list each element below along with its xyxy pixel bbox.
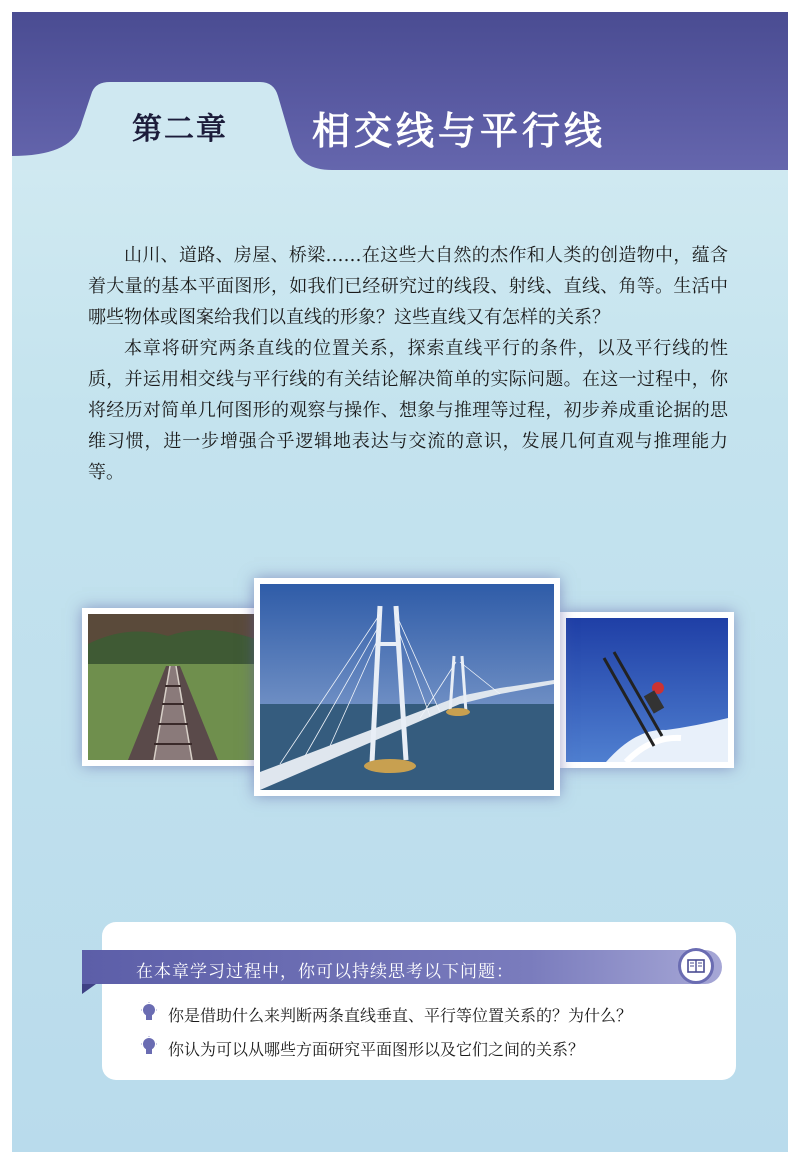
lightbulb-icon [140, 1002, 158, 1024]
book-icon [678, 948, 714, 984]
chapter-title: 相交线与平行线 [312, 108, 607, 153]
lightbulb-icon [140, 1036, 158, 1058]
intro-paragraph: 山川、道路、房屋、桥梁……在这些大自然的杰作和人类的创造物中，蕴含着大量的基本平面图形，如我们已经研究过的线段、射线、直线、角等。生活中哪些物体或图案给我们以直线的形象？这些直线又有怎样的关系？ [88, 245, 728, 328]
intro-text [88, 240, 728, 488]
questions-bar-fold [82, 984, 96, 994]
railway-photo [82, 608, 264, 766]
bridge-photo [254, 578, 560, 796]
question-item: 你认为可以从哪些方面研究平面图形以及它们之间的关系？ [168, 1040, 585, 1059]
intro-paragraph: 本章将研究两条直线的位置关系，探索直线平行的条件，以及平行线的性质，并运用相交线与平行线的有关结论解决简单的实际问题。在这一过程中，你将经历对简单几何图形的观察与操作、想象与推理等过程，初步养成重论据的思维习惯，进一步增强合乎逻辑地表达与交流的意识，发展几何直观与推理能力等。 [88, 338, 728, 483]
skier-photo [560, 612, 734, 768]
question-item: 你是借助什么来判断两条直线垂直、平行等位置关系的？为什么？ [168, 1006, 633, 1025]
questions-title: 在本章学习过程中，你可以持续思考以下问题： [136, 962, 514, 982]
chapter-number: 第二章 [132, 112, 228, 147]
page [12, 12, 788, 1152]
